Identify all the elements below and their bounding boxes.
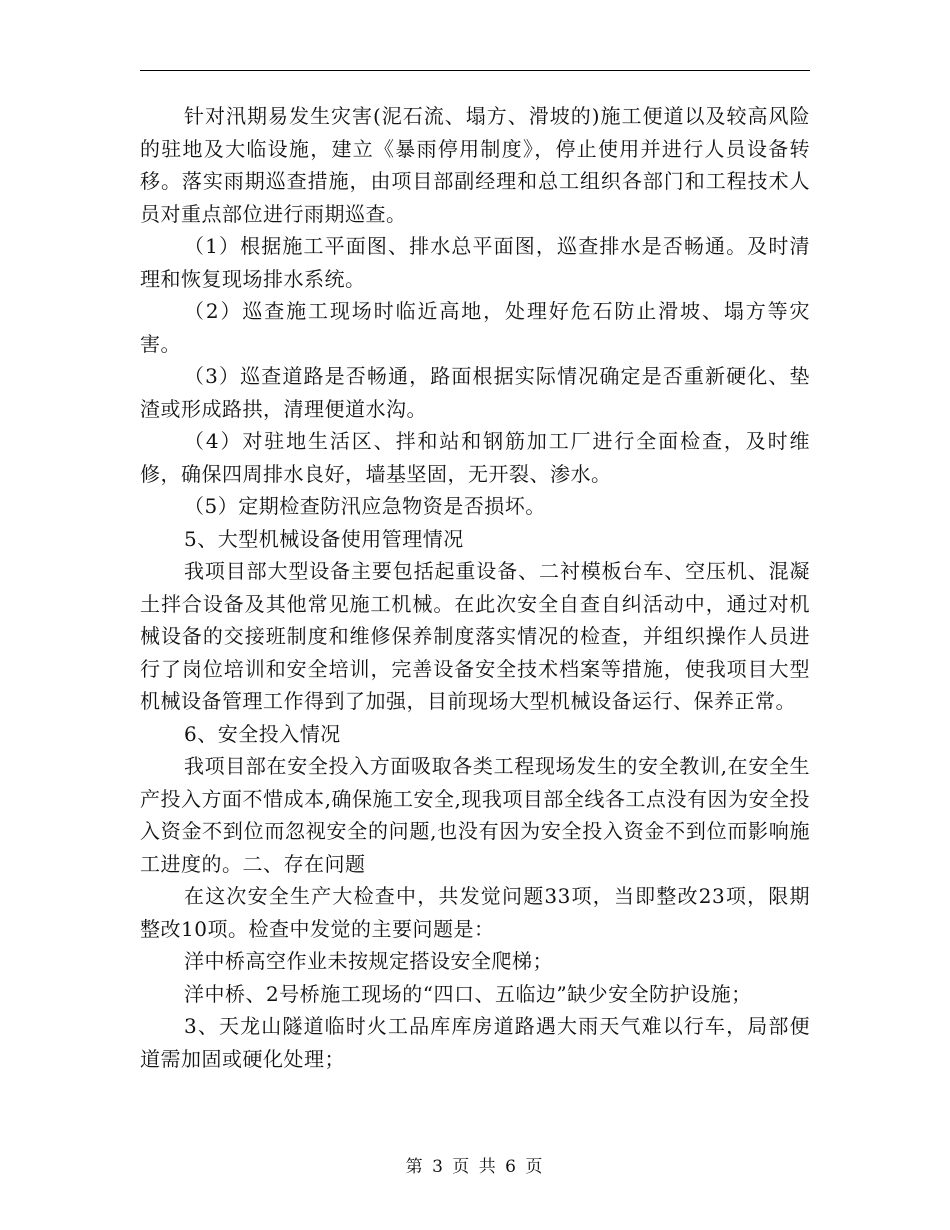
- paragraph-item-1: （1）根据施工平面图、排水总平面图，巡查排水是否畅通。及时清理和恢复现场排水系统。: [140, 234, 810, 291]
- paragraph-item-2: （2）巡查施工现场时临近高地，处理好危石防止滑坡、塌方等灾害。: [140, 299, 810, 356]
- paragraph-issue-2: 洋中桥、2号桥施工现场的“四口、五临边”缺少安全防护设施；: [184, 981, 752, 1006]
- paragraph-safety-investment: 我项目部在安全投入方面吸取各类工程现场发生的安全教训,在安全生产投入方面不惜成本,确保施工安全,现我项目部全线各工点没有因为安全投入资金不到位而忽视安全的问题,也没有因为安全投入资金不到位而影响施工进度的。二、存在问题: [140, 754, 810, 876]
- paragraph-inspection-summary: 在这次安全生产大检查中，共发觉问题33项，当即整改23项，限期整改10项。检查中发觉的主要问题是：: [140, 884, 810, 941]
- document-body: [140, 100, 810, 1075]
- paragraph-item-4: （4）对驻地生活区、拌和站和钢筋加工厂进行全面检查，及时维修，确保四周排水良好，墙基坚固，无开裂、渗水。: [140, 429, 810, 486]
- header-rule: [140, 70, 810, 71]
- section-heading-5: 5、大型机械设备使用管理情况: [184, 526, 464, 551]
- paragraph-issue-1: 洋中桥高空作业未按规定搭设安全爬梯；: [184, 949, 553, 973]
- paragraph-issue-3: 3、天龙山隧道临时火工品库库房道路遇大雨天气难以行车，局部便道需加固或硬化处理；: [140, 1014, 810, 1071]
- paragraph-machinery: 我项目部大型设备主要包括起重设备、二衬模板台车、空压机、混凝土拌合设备及其他常见施工机械。在此次安全自查自纠活动中，通过对机械设备的交接班制度和维修保养制度落实情况的检查，并组织操作人员进行了岗位培训和安全培训，完善设备安全技术档案等措施，使我项目大型机械设备管理工作得到了加强，目前现场大型机械设备运行、保养正常。: [140, 559, 810, 713]
- page-footer: 第 3 页 共 6 页: [405, 1157, 545, 1177]
- paragraph-item-3: （3）巡查道路是否畅通，路面根据实际情况确定是否重新硬化、垫渣或形成路拱，清理便道水沟。: [140, 364, 810, 421]
- section-heading-6: 6、安全投入情况: [184, 721, 341, 746]
- paragraph-item-5: （5）定期检查防汛应急物资是否损坏。: [184, 494, 546, 518]
- paragraph-flood-measures: 针对汛期易发生灾害(泥石流、塌方、滑坡的)施工便道以及较高风险的驻地及大临设施，建立《暴雨停用制度》，停止使用并进行人员设备转移。落实雨期巡查措施，由项目部副经理和总工组织各部门和工程技术人员对重点部位进行雨期巡查。: [140, 104, 810, 226]
